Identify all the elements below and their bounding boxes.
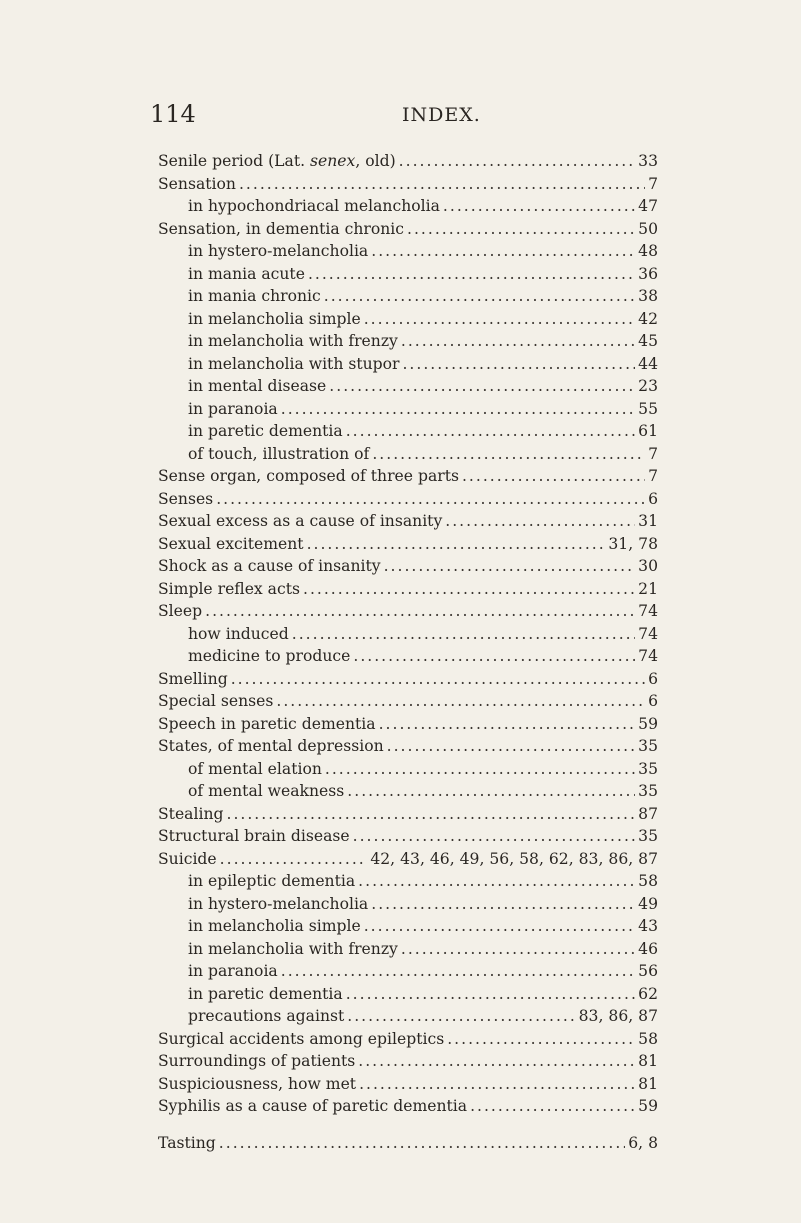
entry-term: in melancholia simple: [188, 309, 361, 328]
entry-pages: 42, 43, 46, 49, 56, 58, 62, 83, 86, 87: [370, 849, 658, 868]
index-entry: [158, 555, 658, 578]
index-entry: [158, 690, 658, 713]
dot-leader: [353, 825, 636, 848]
entry-term: in epileptic dementia: [188, 872, 356, 890]
entry-pages: 55: [638, 399, 658, 418]
dot-leader: [307, 533, 606, 556]
entry-pages: 33: [638, 152, 658, 170]
dot-leader: [447, 1028, 635, 1051]
entry-term-part: Senile period (Lat.: [158, 152, 311, 170]
entry-pages: 50: [638, 219, 658, 238]
entry-pages: 62: [638, 984, 658, 1003]
entry-pages: 59: [638, 1097, 658, 1115]
dot-leader: [329, 375, 635, 398]
dot-leader: [303, 578, 635, 601]
dot-leader: [281, 960, 635, 983]
dot-leader: [384, 555, 636, 578]
entry-term: in mania chronic: [188, 287, 321, 305]
entry-pages: 59: [638, 714, 658, 733]
entry-term-italic: senex: [310, 152, 356, 170]
entry-pages: 74: [638, 624, 658, 643]
entry-pages: 7: [648, 444, 658, 463]
entry-term: of mental weakness: [188, 782, 345, 800]
dot-leader: [462, 465, 645, 488]
index-entry: [158, 465, 658, 488]
index-entry: [158, 735, 658, 758]
index-subentry: [158, 195, 658, 218]
entry-term: of touch, illustration of: [188, 444, 370, 463]
entry-pages: 7: [648, 174, 658, 193]
entry-pages: 42: [638, 309, 658, 328]
entry-term: in hypochondriacal melancholia: [188, 197, 440, 215]
entry-pages: 31, 78: [608, 534, 658, 553]
dot-leader: [205, 600, 635, 623]
index-entry: [158, 668, 658, 691]
index-subentry: [158, 398, 658, 421]
entry-pages: 21: [638, 579, 658, 598]
dot-leader: [364, 915, 635, 938]
index-subentry: [158, 375, 658, 398]
index-subentry: [158, 263, 658, 286]
page-header: [150, 100, 650, 130]
dot-leader: [292, 623, 635, 646]
entry-term: in hystero-melancholia: [188, 242, 369, 260]
entry-term: how induced: [188, 624, 289, 643]
entry-term: in paranoia: [188, 962, 278, 980]
dot-leader: [359, 1073, 635, 1096]
dot-leader: [325, 758, 635, 781]
entry-term: Syphilis as a cause of paretic dementia: [158, 1097, 468, 1115]
entry-pages: 31: [638, 512, 658, 530]
entry-pages: 45: [638, 332, 658, 350]
entry-pages: 58: [638, 872, 658, 890]
index-entry: [158, 150, 658, 173]
entry-term: Stealing: [158, 804, 224, 823]
entry-pages: 6: [648, 489, 658, 508]
entry-term-part: , old): [355, 152, 396, 170]
entry-pages: 56: [638, 962, 658, 980]
entry-term: medicine to produce: [188, 647, 351, 665]
entry-term: in melancholia with frenzy: [188, 939, 398, 958]
dot-leader: [216, 488, 645, 511]
index-entry: [158, 578, 658, 601]
entry-term: Senses: [158, 489, 214, 508]
entry-pages: 35: [638, 759, 658, 778]
dot-leader: [371, 240, 635, 263]
entry-pages: 6: [648, 692, 658, 710]
dot-leader: [219, 1132, 625, 1155]
dot-leader: [379, 713, 636, 736]
entry-term: [158, 150, 396, 173]
dot-leader: [353, 645, 635, 668]
index-subentry: [158, 623, 658, 646]
entry-term: Simple reflex acts: [158, 579, 300, 598]
entry-pages: 44: [638, 354, 658, 373]
index-entry: [158, 1050, 658, 1073]
dot-leader: [358, 870, 635, 893]
entry-pages: 83, 86, 87: [578, 1007, 658, 1025]
entry-pages: 43: [638, 917, 658, 935]
dot-leader: [371, 893, 635, 916]
dot-leader: [401, 938, 635, 961]
dot-leader: [347, 1005, 575, 1028]
dot-leader: [231, 668, 645, 691]
index-entry: [158, 1095, 658, 1118]
index-subentry: [158, 330, 658, 353]
entry-term: in melancholia simple: [188, 917, 361, 935]
index-entry: [158, 533, 658, 556]
entry-term: Shock as a cause of insanity: [158, 557, 381, 575]
index-subentry: [158, 308, 658, 331]
index-entry: [158, 173, 658, 196]
dot-leader: [281, 398, 635, 421]
entry-term: in paretic dementia: [188, 984, 343, 1003]
entry-pages: 7: [648, 467, 658, 485]
entry-term: Sleep: [158, 602, 203, 620]
entry-pages: 23: [638, 377, 658, 395]
dot-leader: [401, 330, 635, 353]
entry-term: precautions against: [188, 1007, 345, 1025]
dot-leader: [364, 308, 635, 331]
entry-pages: 74: [638, 647, 658, 665]
entry-term: Special senses: [158, 692, 274, 710]
entry-pages: 48: [638, 242, 658, 260]
entry-term: Surgical accidents among epileptics: [158, 1029, 445, 1048]
entry-term: Surroundings of patients: [158, 1052, 356, 1070]
entry-pages: 47: [638, 197, 658, 215]
entry-term: in paretic dementia: [188, 422, 343, 440]
entry-pages: 35: [638, 782, 658, 800]
entry-term: Sexual excitement: [158, 534, 304, 553]
entry-term: Structural brain disease: [158, 827, 350, 845]
entry-pages: 58: [638, 1029, 658, 1048]
dot-leader: [220, 848, 368, 871]
dot-leader: [308, 263, 635, 286]
dot-leader: [402, 353, 635, 376]
entry-term: Sense organ, composed of three parts: [158, 467, 459, 485]
index-subentry: [158, 353, 658, 376]
index-entry: [158, 1073, 658, 1096]
entry-term: in mental disease: [188, 377, 327, 395]
dot-leader: [346, 983, 635, 1006]
index-entry: [158, 600, 658, 623]
entry-pages: 38: [638, 287, 658, 305]
entry-term: in melancholia with frenzy: [188, 332, 398, 350]
dot-leader: [372, 443, 645, 466]
dot-leader: [347, 780, 635, 803]
dot-leader: [324, 285, 635, 308]
index-entry: [158, 713, 658, 736]
index-subentry: [158, 983, 658, 1006]
entry-term: in mania acute: [188, 264, 305, 283]
entry-pages: 30: [638, 557, 658, 575]
dot-leader: [470, 1095, 635, 1118]
page-number: 114: [150, 100, 196, 128]
index-entry: [158, 1132, 658, 1155]
dot-leader: [239, 173, 645, 196]
entry-term: Speech in paretic dementia: [158, 714, 376, 733]
index-subentry: [158, 960, 658, 983]
entry-pages: 49: [638, 894, 658, 913]
entry-pages: 81: [638, 1074, 658, 1093]
dot-leader: [445, 510, 635, 533]
dot-leader: [387, 735, 636, 758]
entry-term: Sensation, in dementia chronic: [158, 219, 404, 238]
index-subentry: [158, 915, 658, 938]
index-entry: [158, 803, 658, 826]
index-entry: [158, 510, 658, 533]
dot-leader: [358, 1050, 635, 1073]
entry-term: in paranoia: [188, 399, 278, 418]
dot-leader: [346, 420, 635, 443]
entry-term: in hystero-melancholia: [188, 894, 369, 913]
index-subentry: [158, 758, 658, 781]
entry-term: of mental elation: [188, 759, 322, 778]
entry-pages: 74: [638, 602, 658, 620]
entry-pages: 6, 8: [628, 1133, 658, 1152]
entry-pages: 35: [638, 827, 658, 845]
index-entry: [158, 825, 658, 848]
entry-pages: 35: [638, 737, 658, 755]
entry-pages: 46: [638, 939, 658, 958]
entry-pages: 87: [638, 804, 658, 823]
running-head: INDEX.: [402, 104, 481, 126]
entry-term: Smelling: [158, 669, 228, 688]
index-subentry: [158, 780, 658, 803]
dot-leader: [399, 150, 635, 173]
entry-term: Tasting: [158, 1133, 216, 1152]
index-subentry: [158, 938, 658, 961]
index-entry: [158, 218, 658, 241]
index-subentry: [158, 443, 658, 466]
entry-term: Sensation: [158, 174, 236, 193]
entry-term: Suspiciousness, how met: [158, 1074, 357, 1093]
dot-leader: [226, 803, 635, 826]
index-entry: [158, 488, 658, 511]
index-subentry: [158, 1005, 658, 1028]
entry-pages: 36: [638, 264, 658, 283]
dot-leader: [407, 218, 635, 241]
entry-term: Sexual excess as a cause of insanity: [158, 512, 443, 530]
dot-leader: [276, 690, 645, 713]
entry-pages: 6: [648, 669, 658, 688]
index-entry: [158, 1028, 658, 1051]
entry-term: Suicide: [158, 849, 217, 868]
index-subentry: [158, 240, 658, 263]
index-entry: [158, 848, 658, 871]
index-subentry: [158, 645, 658, 668]
index-subentry: [158, 285, 658, 308]
entry-pages: 61: [638, 422, 658, 440]
dot-leader: [443, 195, 635, 218]
index-list: [158, 150, 658, 1154]
entry-pages: 81: [638, 1052, 658, 1070]
index-subentry: [158, 420, 658, 443]
index-subentry: [158, 870, 658, 893]
entry-term: in melancholia with stupor: [188, 354, 400, 373]
entry-term: States, of mental depression: [158, 737, 384, 755]
index-subentry: [158, 893, 658, 916]
